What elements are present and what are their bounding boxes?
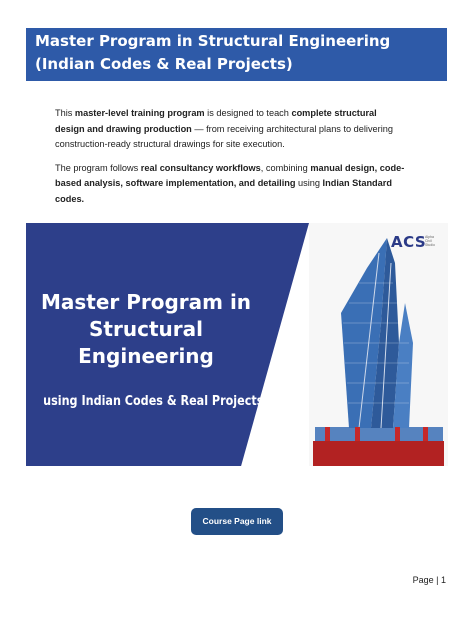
intro-paragraph-1 [55,106,405,153]
intro-text-run: using [295,178,323,188]
header-title-line2: (Indian Codes & Real Projects) [35,55,293,73]
intro-text-run: The program follows [55,162,141,173]
intro-text-run: This [55,108,75,118]
course-page-link-button[interactable]: Course Page link [191,508,283,535]
intro-paragraph-2 [55,161,405,208]
banner-title-line: Engineering [78,344,214,368]
banner-title [26,289,266,370]
intro-text-run: , combining [260,162,311,173]
intro-bold-run: complete structural design and drawing production [55,108,377,134]
logo-text-line: Alpha [425,235,434,239]
course-banner-image [26,223,448,466]
acs-logo [391,233,435,252]
intro-text-run: is designed to teach [204,108,292,118]
intro-text [55,106,405,215]
header-title-line1: Master Program in Structural Engineering [35,32,391,50]
header-banner [26,28,447,81]
logo-text-line: Studio [425,243,435,247]
intro-bold-run: manual design, code-based analysis, software implementation, and detailing [55,162,405,188]
logo-text-line: Civil [425,239,432,243]
banner-title-line: Structural [89,317,203,341]
intro-bold-run: real consultancy workflows [140,162,261,173]
logo-mark: ACS [391,233,427,251]
tower-illustration [309,223,448,466]
intro-text-run: — from receiving architectural plans to delivering construction-ready structural drawings for site execution. [55,123,393,149]
tower-structure [313,238,444,466]
logo-text [425,235,435,247]
banner-subtitle: using Indian Codes & Real Projects [43,394,264,409]
banner-title-line: Master Program in [40,290,252,314]
intro-bold-run: master-level training program [74,108,205,118]
intro-bold-run: Indian Standard codes. [55,178,392,204]
page-number: Page | 1 [412,575,446,585]
